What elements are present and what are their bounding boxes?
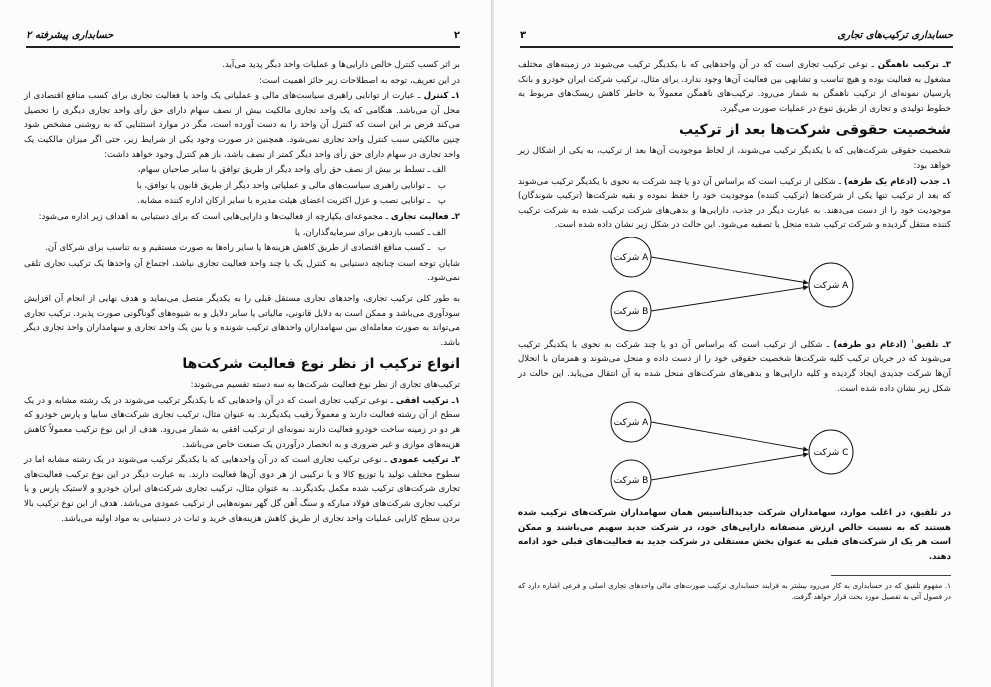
legal-intro: شخصیت حقوقی شرکت‌هایی که با یکدیگر ترکیب می‌شوند، از لحاظ موجودیت آن‌ها بعد از ترکیب، به یکی از اشکال زیر خواهد بود: xyxy=(518,146,951,171)
control-a-marker: الف xyxy=(432,165,446,176)
business-text: ـ مجموعه‌ای یکپارچه از فعالیت‌ها و دارایی‌هایی است که برای دستیابی به اهداف زیر اداره می‌شود: xyxy=(38,211,391,222)
absorption-arrow-a xyxy=(651,257,808,283)
control-b-marker: ب xyxy=(437,180,446,191)
conglomerate-term: ۳ـ ترکیب ناهمگن xyxy=(877,60,951,70)
right-page-number: ۳ xyxy=(520,30,527,41)
horizontal-definition xyxy=(24,394,460,452)
types-intro: ترکیب‌های تجاری از نظر نوع فعالیت شرکت‌ها به سه دسته تقسیم می‌شوند: xyxy=(190,380,460,391)
general-paragraph: به طور کلی ترکیب تجاری، واحدهای تجاری مستقل قبلی را به یکدیگر متصل می‌نماید و هدف نهایی از انجام آن افزایش سودآوری می‌باشد و ممکن است به دلایل قانونی، مالیاتی یا سایر دلایل و به شیوه‌های گوناگونی صورت پذیرد. ترکیب تجاری می‌تواند به صورت معامله‌ای بین سهامداران واحدهای ترکیب شونده و یا بین یک واحد تجاری و سهامداران واحد تجاری دیگر باشد. xyxy=(24,293,460,348)
section-title-legal: شخصیت حقوقی شرکت‌ها بعد از ترکیب xyxy=(679,122,951,139)
absorption-text: ـ شکلی از ترکیب است که براساس آن دو یا چند شرکت به نحوی با یکدیگر ترکیب می‌شوند که بعد از ترکیب تنها یکی از شرکت‌ها (ترکیب کننده) موجودیت خود را حفظ نموده و بقیه شرکت‌ها (ترکیب شوندگان) موجودیت خود را از دست می‌دهند. به عبارت دیگر در جذب، دارایی‌ها و بدهی‌های شرکت ترکیب شده به شرکت ترکیب کننده منتقل گردیده و شرکت ترکیب شده منحل یا تصفیه می‌شود. این حالت در شکل زیر نشان داده شده است. xyxy=(518,176,951,231)
merger-arrow-a xyxy=(651,422,808,450)
left-page-body xyxy=(24,58,460,527)
intro-line-2: در این تعریف، توجه به اصطلاحات زیر حائز اهمیت است: xyxy=(258,75,460,86)
vertical-term: ۲ـ ترکیب عمودی xyxy=(389,455,460,466)
control-text: ـ عبارت از توانایی راهبری سیاست‌های مالی و عملیاتی یک واحد یا فعالیت تجاری برای کسب منافع اقتصادی از محل آن می‌باشد. هنگامی که یک واحد تجاری مالکیت بیش از نصف سهام دارای حق رأی واحد تجاری دیگری را تحصیل می‌کند فرض بر این است که کنترل آن واحد را به دست آورده است، مگر در موارد استثنایی که به روشنی مشخص شود چنین مالکیتی سبب کنترل واحد تجاری نمی‌شود. همچنین در صورت وجود یکی از شرایط زیر، حتی اگر میزان مالکیت یک واحد تجاری در سهام دارای حق رأی واحد دیگر کمتر از نصف باشد، باز هم کنترل وجود خواهد داشت: xyxy=(24,91,460,160)
merger-definition xyxy=(518,335,951,396)
business-a-text: ـ کسب بازدهی برای سرمایه‌گذاران، یا xyxy=(294,227,430,238)
business-b-text: ـ کسب منافع اقتصادی از طریق کاهش هزینه‌ها یا سایر راه‌ها به صورت مستقیم و به تناسب برای شرکای آن. xyxy=(45,243,430,254)
conglomerate-definition xyxy=(518,58,951,116)
left-page-number: ۲ xyxy=(453,30,460,41)
vertical-text: ـ نوعی ترکیب تجاری است که در آن واحدهایی که با یکدیگر ترکیب می‌شوند در یک رشته مشابه اما در سطوح مختلف تولید یا توزیع کالا و یا ترکیبی از هر دوی آن‌ها فعالیت دارند. به عبارت دیگر در این نوع ترکیب فعالیت‌های تجاری شرکت‌های ترکیب شده مکمل یکدیگرند. به عنوان مثال، ترکیب تجاری شرکت‌های ایران خودرو و لاستیک پارس و یا ترکیب تجاری شرکت‌های فولاد مبارکه و سنگ آهن گل گهر نمونه‌هایی از ترکیب عمودی می‌باشد. هدف از این نوع ترکیب بالا بردن سطح کارایی عملیات واحد تجاری از طریق کاهش هزینه‌های خرید و ثبات در دستیابی به مواد اولیه می‌باشد. xyxy=(24,455,460,524)
left-page xyxy=(0,0,493,687)
merger-text: ـ شکلی از ترکیب است که براساس آن دو یا چند شرکت به نحوی با یکدیگر ترکیب می‌شوند که در جریان ترکیب کلیه شرکت‌ها شخصیت حقوقی خود را از دست داده و منحل می‌شوند و همزمان با انحلال آن‌ها شرکت جدیدی ایجاد گردیده و کلیه دارایی‌ها و بدهی‌های شرکت‌های منحل شده به آن انتقال می‌یابد. این حالت در شکل زیر نشان داده شده است. xyxy=(518,339,951,394)
absorption-arrow-b xyxy=(651,287,808,311)
business-note: شایان توجه است چنانچه دستیابی به کنترل یک یا چند واحد فعالیت تجاری نباشد، اجتماع آن واحدها یک ترکیب تجاری تلقی نمی‌شود. xyxy=(24,258,460,284)
right-page-body xyxy=(518,58,951,603)
business-b-marker: ب xyxy=(437,243,446,254)
control-term: ۱ـ کنترل xyxy=(423,91,460,102)
control-c-text: ـ توانایی نصب و عزل اکثریت اعضای هیئت مدیره یا سایر ارکان اداره کننده مشابه. xyxy=(137,196,430,207)
merger-paragraph: در تلفیق، در اغلب موارد، سهامداران شرکت جدیدالتأسیس همان سهامداران شرکت‌های ترکیب شده هستند که به نسبت خالص ارزش منصفانه دارایی‌های خود، در شرکت جدید سهیم می‌باشند و ممکن است هر یک از شرکت‌های قبلی به عنوان بخش مستقلی در شرکت جدید به فعالیت‌های قبلی خود ادامه دهند. xyxy=(518,508,951,562)
business-definition xyxy=(24,210,460,225)
vertical-definition xyxy=(24,453,460,526)
absorption-target-label: شرکت A xyxy=(813,280,848,291)
merger-footnote-ref: ۱ xyxy=(911,337,915,345)
left-header-title: حسابداری پیشرفته ۲ xyxy=(26,30,114,41)
business-goal-a xyxy=(24,226,446,241)
control-condition-c xyxy=(24,194,446,209)
business-a-marker: الف xyxy=(432,227,446,238)
merger-arrow-b xyxy=(651,454,808,480)
merger-target-label: شرکت C xyxy=(813,448,848,459)
absorption-term: ۱ـ جذب (ادغام یک طرفه) xyxy=(843,176,951,187)
intro-line-1: بر اثر کسب کنترل خالص دارایی‌ها و عملیات واحد دیگر پدید می‌آید. xyxy=(222,60,460,70)
merger-source-a-label: شرکت A xyxy=(613,418,648,429)
merger-term-2: (ادغام دو طرفه) xyxy=(833,339,912,350)
merger-diagram xyxy=(605,400,865,504)
control-condition-b xyxy=(24,179,446,194)
absorption-definition xyxy=(518,175,951,233)
business-term: ۲ـ فعالیت تجاری xyxy=(390,211,460,222)
control-c-marker: پ xyxy=(437,196,446,207)
merger-term: ۲ـ تلفیق xyxy=(914,339,951,350)
right-header-title: حسابداری ترکیب‌های تجاری xyxy=(837,30,953,41)
control-a-text: ـ تسلط بر بیش از نصف حق رأی واحد دیگر از طریق توافق با سایر صاحبان سهام، xyxy=(137,165,430,176)
absorption-source-b-label: شرکت B xyxy=(613,306,648,317)
footnote: ۱. مفهوم تلفیق که در حسابداری به کار می‌رود بیشتر به فرایند حسابداری ترکیب صورت‌های مالی واحدهای تجاری اصلی و فرعی اشاره دارد که در فصول آتی به تفصیل مورد بحث قرار خواهد گرفت. xyxy=(518,580,951,601)
conglomerate-text: ـ نوعی ترکیب تجاری است که در آن واحدهایی که با یکدیگر ترکیب می‌شوند در زمینه‌های مختلف مشغول به فعالیت بوده و هیچ تناسب و تشابهی بین فعالیت آن‌ها وجود ندارد. برای مثال، ترکیب شرکت ایران خودرو و بانک پارسیان نمونه‌ای از ترکیب ناهمگن به شمار می‌رود. ترکیب‌های ناهمگن معمولاً به خاطر کاهش ریسک‌های مربوط به خطوط تولیدی و تجاری از طریق تنوع در عملیات صورت می‌گیرد. xyxy=(518,60,951,114)
right-page xyxy=(494,0,991,687)
horizontal-text: ـ نوعی ترکیب تجاری است که در آن واحدهایی که با یکدیگر ترکیب می‌شوند در یک رشته مشابه و در یک سطح از آن رشته فعالیت دارند و معمولاً رقیب یکدیگرند. به عنوان مثال، ترکیب تجاری شرکت‌های سایپا و پارس خودرو که هر دو در زمینه ساخت خودرو فعالیت دارند نمونه‌ای از ترکیب افقی به شمار می‌رود. هدف از این نوع ترکیب معمولاً کاهش هزینه‌های موازی و غیر ضروری و به انحصار درآوردن یک صنعت خاص می‌باشد. xyxy=(24,395,460,450)
merger-source-b-label: شرکت B xyxy=(613,476,648,487)
control-definition xyxy=(24,89,460,162)
control-condition-a xyxy=(24,163,446,178)
absorption-diagram xyxy=(605,237,865,333)
left-page-header xyxy=(26,30,460,48)
control-b-text: ـ توانایی راهبری سیاست‌های مالی و عملیاتی واحد دیگر از طریق قانون یا توافق، یا xyxy=(136,180,430,191)
horizontal-term: ۱ـ ترکیب افقی xyxy=(395,395,460,406)
absorption-source-a-label: شرکت A xyxy=(613,252,648,263)
footnote-divider xyxy=(831,575,951,576)
right-page-header xyxy=(520,30,953,48)
section-title-types: انواع ترکیب از نظر نوع فعالیت شرکت‌ها xyxy=(182,356,460,373)
business-goal-b xyxy=(24,241,446,256)
